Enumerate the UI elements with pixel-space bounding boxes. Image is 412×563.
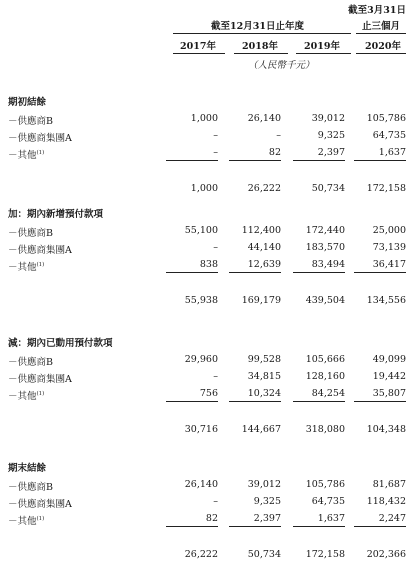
section-title: 減：期內已動用預付款項 <box>8 338 113 349</box>
year-underline-2017 <box>173 53 225 54</box>
cell-value: 83,494 <box>311 259 345 270</box>
cell-value: 84,254 <box>311 388 345 399</box>
subtotal-rule <box>166 160 218 161</box>
row-label <box>8 113 53 127</box>
subtotal-rule <box>229 272 281 273</box>
total-value: 50,734 <box>247 549 281 560</box>
cell-value: 756 <box>199 388 218 399</box>
cell-value: 105,786 <box>305 479 345 490</box>
footnote-marker: (1) <box>36 391 45 397</box>
section-title: 期初結餘 <box>8 97 47 108</box>
cell-value: – <box>213 130 218 141</box>
subtotal-rule <box>293 160 345 161</box>
year-underline-2018 <box>234 53 288 54</box>
row-label-text: －其他 <box>8 150 37 161</box>
cell-value: 2,397 <box>317 147 345 158</box>
cell-value: 64,735 <box>311 496 345 507</box>
year-2020: 2020年 <box>365 41 401 52</box>
total-value: 50,734 <box>311 183 345 194</box>
row-label-text: －供應商B <box>8 357 53 368</box>
section-title: 期末結餘 <box>8 463 47 474</box>
cell-value: 1,637 <box>378 147 406 158</box>
row-label-text: －供應商集團A <box>8 133 72 144</box>
row-label <box>8 354 53 368</box>
cell-value: 55,100 <box>184 225 218 236</box>
interim-period-label-line1: 截至3月31日 <box>348 5 406 16</box>
total-value: 26,222 <box>247 183 281 194</box>
row-label <box>8 130 72 144</box>
footnote-marker: (1) <box>36 150 45 156</box>
row-label <box>8 479 53 493</box>
year-underline-2020 <box>356 53 406 54</box>
cell-value: – <box>213 147 218 158</box>
row-label <box>8 242 72 256</box>
subtotal-rule <box>293 272 345 273</box>
row-label <box>8 496 72 510</box>
row-label-text: －供應商B <box>8 482 53 493</box>
footnote-marker: (1) <box>36 516 45 522</box>
row-label-text: －供應商集團A <box>8 245 72 256</box>
interim-period-label-line2: 止三個月 <box>361 21 400 32</box>
row-label <box>8 259 44 273</box>
subtotal-rule <box>166 272 218 273</box>
cell-value: 128,160 <box>305 371 345 382</box>
cell-value: 99,528 <box>247 354 281 365</box>
subtotal-rule <box>293 526 345 527</box>
subtotal-rule <box>354 401 406 402</box>
subtotal-rule <box>354 526 406 527</box>
row-label-text: －供應商集團A <box>8 499 72 510</box>
cell-value: 73,139 <box>372 242 406 253</box>
subtotal-rule <box>229 526 281 527</box>
footnote-marker: (1) <box>36 262 45 268</box>
cell-value: 105,666 <box>305 354 345 365</box>
cell-value: 112,400 <box>241 225 281 236</box>
cell-value: 36,417 <box>372 259 406 270</box>
subtotal-rule <box>229 401 281 402</box>
cell-value: 838 <box>199 259 218 270</box>
cell-value: 82 <box>268 147 281 158</box>
cell-value: 2,397 <box>253 513 281 524</box>
row-label <box>8 513 44 527</box>
cell-value: 35,807 <box>372 388 406 399</box>
row-label <box>8 225 53 239</box>
cell-value: 9,325 <box>253 496 281 507</box>
total-value: 1,000 <box>190 183 218 194</box>
subtotal-rule <box>166 526 218 527</box>
cell-value: 172,440 <box>305 225 345 236</box>
cell-value: 39,012 <box>311 113 345 124</box>
cell-value: 9,325 <box>317 130 345 141</box>
row-label-text: －其他 <box>8 516 37 527</box>
subtotal-rule <box>229 160 281 161</box>
total-value: 30,716 <box>184 424 218 435</box>
cell-value: 39,012 <box>247 479 281 490</box>
cell-value: – <box>213 496 218 507</box>
subtotal-rule <box>354 160 406 161</box>
section-title: 加：期內新增預付款項 <box>8 209 104 220</box>
cell-value: 49,099 <box>372 354 406 365</box>
cell-value: 64,735 <box>372 130 406 141</box>
row-label-text: －其他 <box>8 391 37 402</box>
row-label <box>8 388 44 402</box>
subtotal-rule <box>354 272 406 273</box>
cell-value: 105,786 <box>366 113 406 124</box>
total-value: 104,348 <box>366 424 406 435</box>
cell-value: – <box>213 242 218 253</box>
row-label-text: －其他 <box>8 262 37 273</box>
cell-value: 19,442 <box>372 371 406 382</box>
cell-value: 81,687 <box>372 479 406 490</box>
row-label-text: －供應商集團A <box>8 374 72 385</box>
year-2017: 2017年 <box>180 41 216 52</box>
cell-value: 26,140 <box>184 479 218 490</box>
cell-value: 29,960 <box>184 354 218 365</box>
total-value: 318,080 <box>305 424 345 435</box>
total-value: 26,222 <box>184 549 218 560</box>
subtotal-rule <box>166 401 218 402</box>
cell-value: 183,570 <box>305 242 345 253</box>
header-rule-annual <box>173 33 351 34</box>
total-value: 169,179 <box>241 295 281 306</box>
period-label: 截至12月31日止年度 <box>211 21 304 32</box>
cell-value: 34,815 <box>247 371 281 382</box>
cell-value: 82 <box>205 513 218 524</box>
cell-value: – <box>213 371 218 382</box>
cell-value: 2,247 <box>378 513 406 524</box>
row-label <box>8 147 44 161</box>
unit-label: （人民幣千元） <box>248 60 315 71</box>
total-value: 172,158 <box>366 183 406 194</box>
cell-value: – <box>276 130 281 141</box>
total-value: 55,938 <box>184 295 218 306</box>
subtotal-rule <box>293 401 345 402</box>
cell-value: 26,140 <box>247 113 281 124</box>
total-value: 202,366 <box>366 549 406 560</box>
cell-value: 118,432 <box>366 496 406 507</box>
cell-value: 12,639 <box>247 259 281 270</box>
row-label <box>8 371 72 385</box>
total-value: 144,667 <box>241 424 281 435</box>
total-value: 172,158 <box>305 549 345 560</box>
cell-value: 1,000 <box>190 113 218 124</box>
year-2018: 2018年 <box>242 41 278 52</box>
total-value: 439,504 <box>305 295 345 306</box>
cell-value: 10,324 <box>247 388 281 399</box>
row-label-text: －供應商B <box>8 116 53 127</box>
cell-value: 1,637 <box>317 513 345 524</box>
total-value: 134,556 <box>366 295 406 306</box>
row-label-text: －供應商B <box>8 228 53 239</box>
cell-value: 44,140 <box>247 242 281 253</box>
year-2019: 2019年 <box>304 41 340 52</box>
header-rule-interim <box>356 33 406 34</box>
cell-value: 25,000 <box>372 225 406 236</box>
year-underline-2019 <box>296 53 351 54</box>
